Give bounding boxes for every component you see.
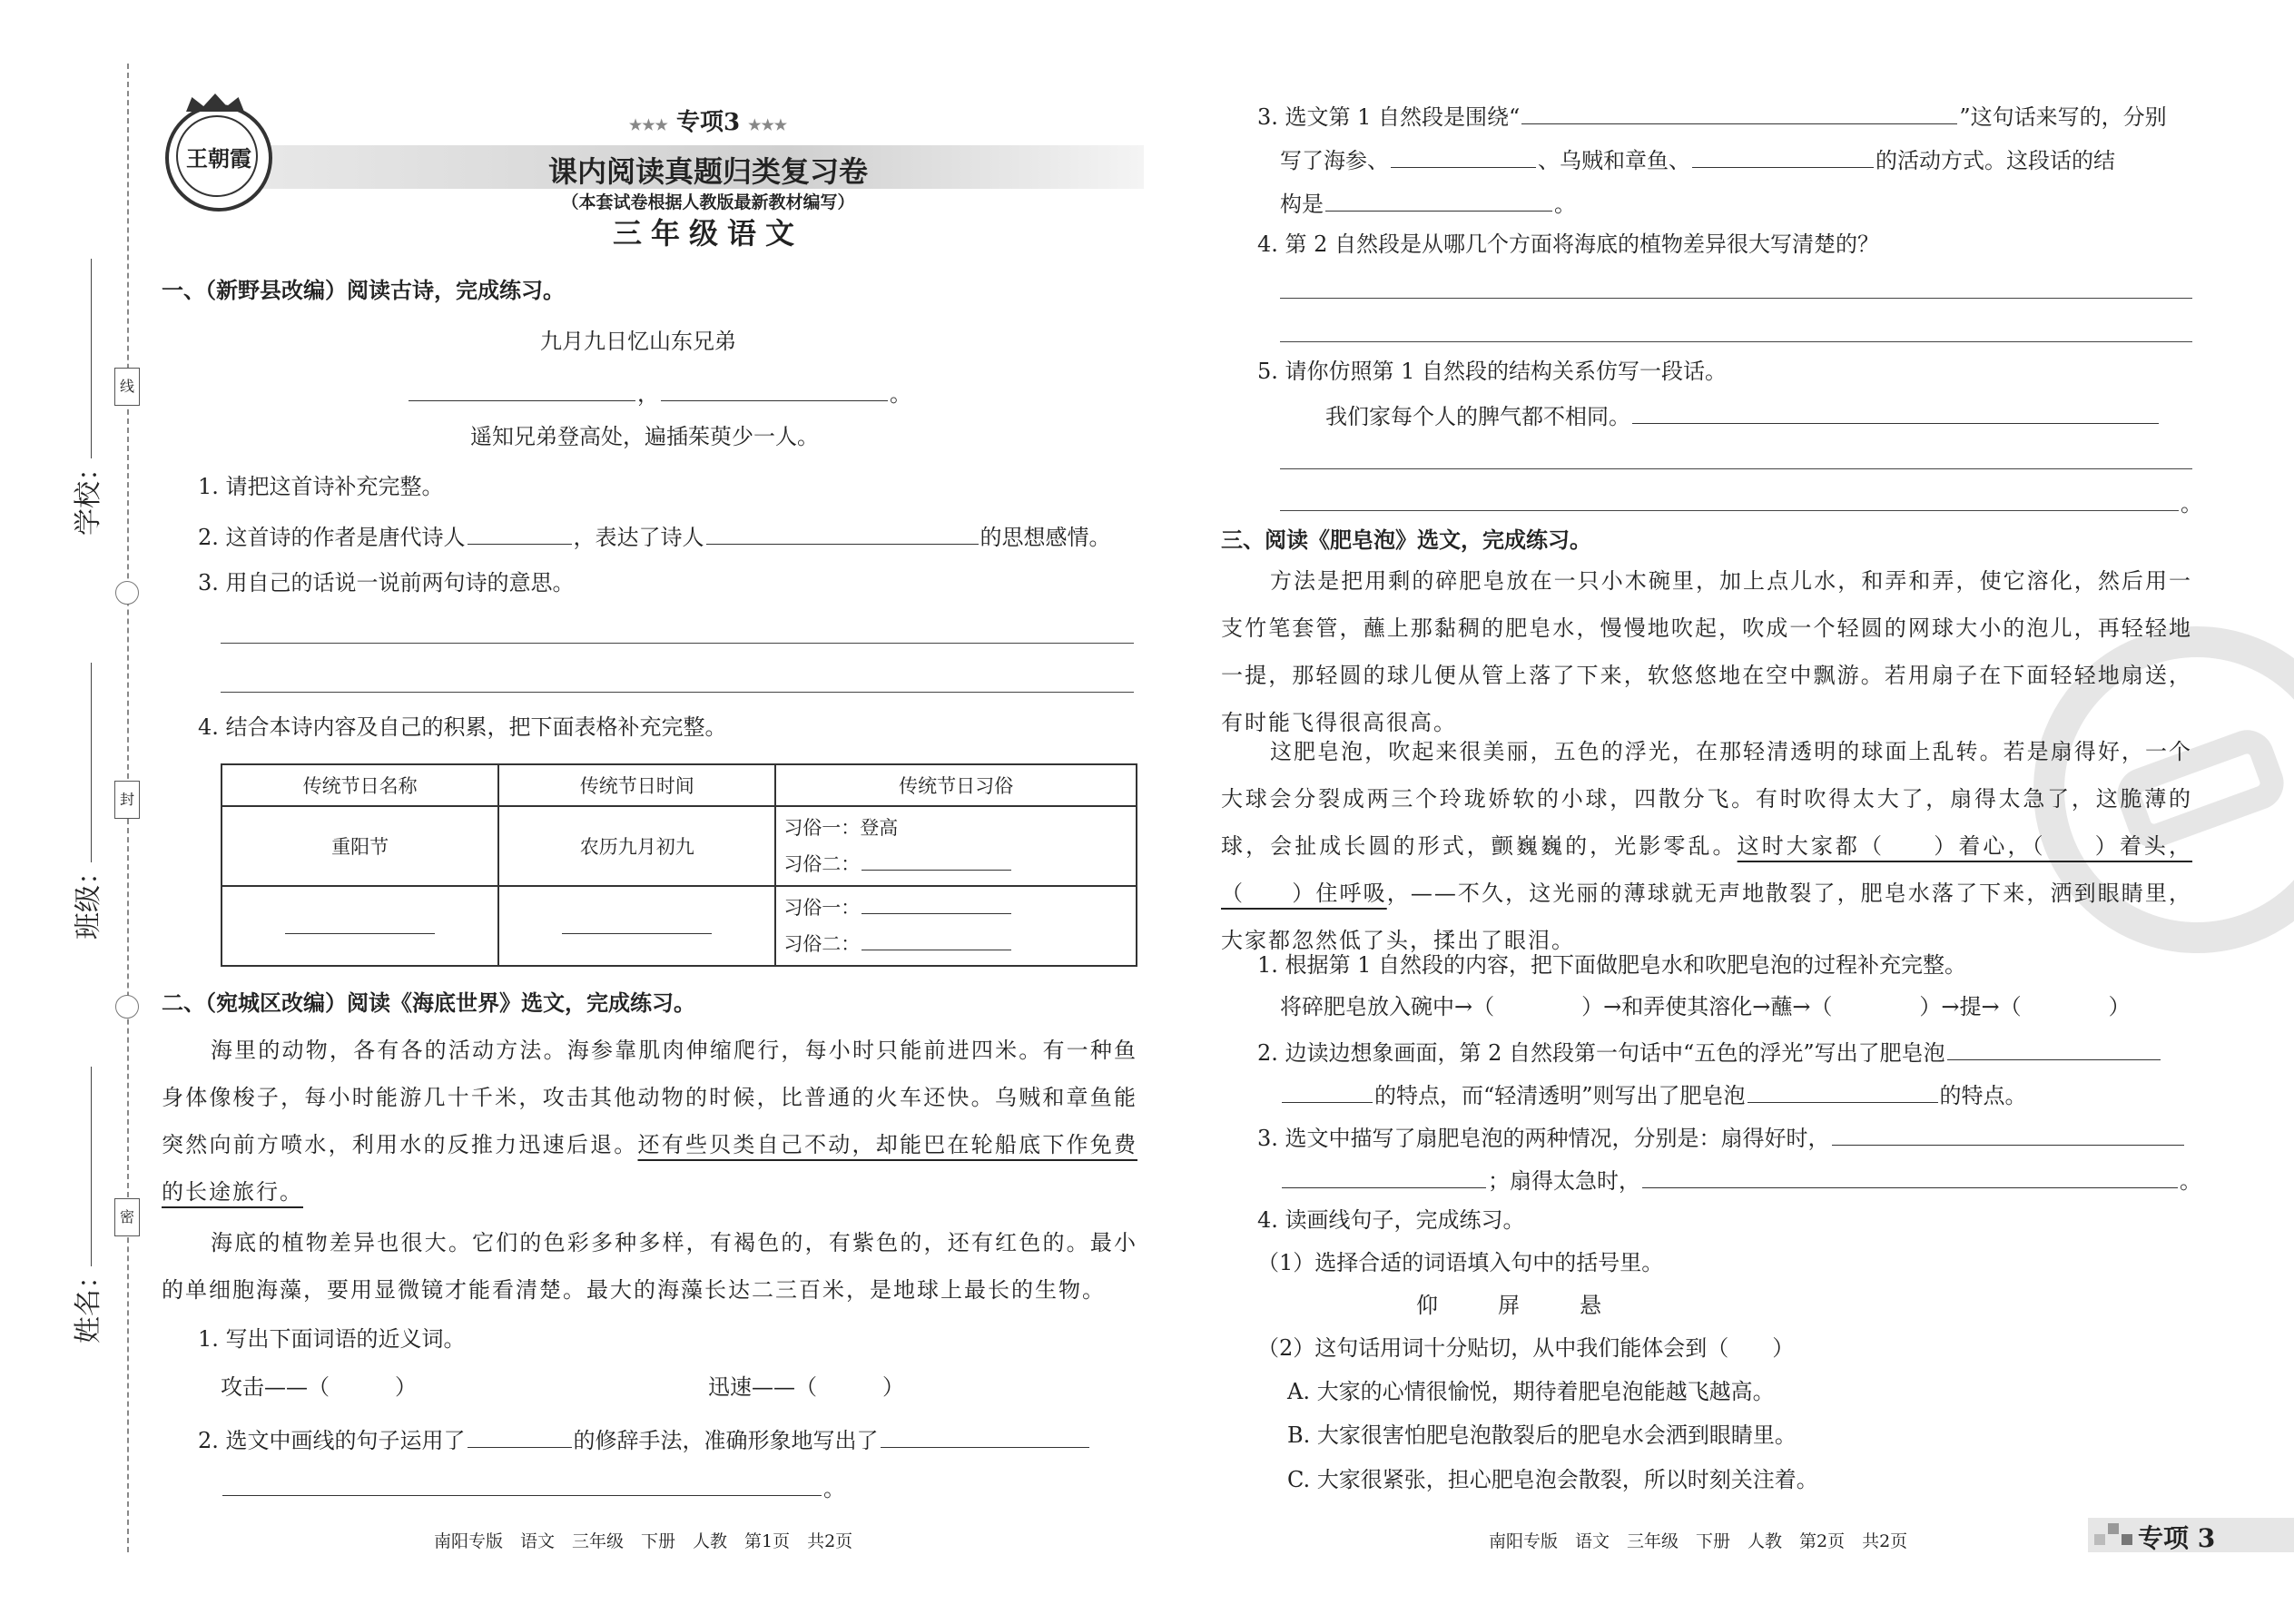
s1-q1: 1. 请把这首诗补充完整。 <box>198 474 444 499</box>
s1-q2-blank-1[interactable] <box>468 520 572 545</box>
s3-q2-a: 2. 边读边想象画面，第 2 自然段第一句话中“五色的浮光”写出了肥皂泡 <box>1257 1040 1945 1066</box>
footer-tab-square <box>2122 1534 2132 1545</box>
s2-q5: 5. 请你仿照第 1 自然段的结构关系仿写一段话。 <box>1257 359 1728 384</box>
s2-q4-answer-line[interactable] <box>1280 298 2192 299</box>
s2-q3-blank-3[interactable] <box>1692 143 1874 168</box>
s2-q3-c: 写了海参、 <box>1280 148 1389 173</box>
s3-para1: 方法是把用剩的碎肥皂放在一只小木碗里，加上点儿水，和弄和弄，使它溶化，然后用一支竹笔套管，蘸上那黏稠的肥皂水，慢慢地吹起，吹成一个轻圆的网球大小的泡儿，再轻轻地一提，那轻圆的球儿便从管上落了下来，软悠悠地在空中飘游。若用扇子在下面轻轻地扇送，有时能飞得很高很高。 <box>1221 568 2192 735</box>
s3-q3 <box>1257 1121 2186 1152</box>
s1-q3-answer-line[interactable] <box>221 692 1134 693</box>
table-header: 传统节日时间 <box>498 764 775 806</box>
festival-table <box>221 763 1137 967</box>
s1-q2-a: 2. 这首诗的作者是唐代诗人 <box>198 525 466 550</box>
s2-q2 <box>198 1423 1091 1454</box>
series-text: 专项3 <box>675 109 741 136</box>
s2-q5-end: 。 <box>2181 491 2202 517</box>
footer-right: 南阳专版 语文 三年级 下册 人教 第2页 共2页 <box>1489 1531 1908 1551</box>
s3-q2 <box>1257 1036 2162 1067</box>
festival-name-blank[interactable] <box>285 913 435 934</box>
seal-mi-mark: 密 <box>114 1198 140 1236</box>
poem-line2: 遥知兄弟登高处，遍插茱萸少一人。 <box>470 424 819 449</box>
festival-time-blank[interactable] <box>562 913 712 934</box>
section3-heading: 三、阅读《肥皂泡》选文，完成练习。 <box>1221 527 1591 553</box>
s2-q3-e: 的活动方式。这段话的结 <box>1876 148 2115 173</box>
crown-icon <box>186 94 244 112</box>
s3-para2-underlined: 这时大家都（ ）着心，（ ）着头，（ ）住呼吸 <box>1221 833 2193 906</box>
custom-2-label: 习俗二： <box>783 853 861 875</box>
page-subtitle: （本套试卷根据人教版最新教材编写） <box>561 192 855 212</box>
footer-tab-label: 专项 3 <box>2138 1523 2216 1553</box>
poem-blank-2[interactable] <box>661 377 888 401</box>
section1-heading: 一、（新野县改编）阅读古诗，完成练习。 <box>162 278 565 303</box>
s3-q2-blank-3[interactable] <box>1748 1078 1938 1103</box>
s2-q2-a: 2. 选文中画线的句子运用了 <box>198 1428 466 1453</box>
s3-q3-b: ；扇得太急时， <box>1488 1168 1640 1194</box>
school-label: 学校： <box>73 454 104 536</box>
option-c[interactable]: C. 大家很紧张，担心肥皂泡会散裂，所以时刻关注着。 <box>1287 1467 1818 1492</box>
binding-hole <box>115 581 139 605</box>
s3-q3-a: 3. 选文中描写了扇肥皂泡的两种情况，分别是：扇得好时， <box>1257 1126 1830 1151</box>
star-icon: ★★★ <box>748 116 788 133</box>
s3-para2-text-2: ，——不久，这光丽的薄球就无声地散裂了，肥皂水落了下来，洒到眼睛里，大家都忽然低了头，揉出了眼泪。 <box>1221 881 2192 953</box>
poem-blank-1[interactable] <box>409 377 635 401</box>
s3-q1-flow[interactable]: 将碎肥皂放入碗中→（ ）→和弄使其溶化→蘸→（ ）→提→（ ） <box>1280 994 2131 1019</box>
option-b[interactable]: B. 大家很害怕肥皂泡散裂后的肥皂水会洒到眼睛里。 <box>1287 1422 1797 1448</box>
s2-q1: 1. 写出下面词语的近义词。 <box>198 1326 466 1352</box>
s2-q5-answer-line[interactable] <box>1280 510 2179 511</box>
seal-feng-mark: 封 <box>114 781 140 819</box>
s1-q2-blank-2[interactable] <box>706 520 979 545</box>
s2-q3-d: 、乌贼和章鱼、 <box>1538 148 1690 173</box>
s2-q3-blank-2[interactable] <box>1391 143 1536 168</box>
s3-q4-2[interactable]: （2）这句话用词十分贴切，从中我们能体会到（ ） <box>1257 1335 1795 1361</box>
s3-para2 <box>1221 728 2192 964</box>
s3-q2-b: 的特点，而“轻清透明”则写出了肥皂泡 <box>1374 1083 1746 1108</box>
footer-tab-square <box>2094 1534 2105 1545</box>
s2-q5-start-text: 我们家每个人的脾气都不相同。 <box>1325 404 1630 429</box>
star-icon: ★★★ <box>628 116 668 133</box>
name-label: 姓名： <box>73 1262 104 1343</box>
s1-q3-answer-line[interactable] <box>221 643 1134 644</box>
custom-2-blank[interactable] <box>861 930 1011 950</box>
s2-q2-b: 的修辞手法，准确形象地写出了 <box>573 1428 879 1453</box>
s2-q5-start <box>1325 399 2161 430</box>
s2-q3-blank-1[interactable] <box>1521 100 1957 124</box>
seal-line-mark: 线 <box>114 368 140 406</box>
s2-q1-word1[interactable]: 攻击——（ ） <box>221 1374 417 1400</box>
s2-q2-end: 。 <box>823 1476 845 1501</box>
school-field[interactable] <box>91 259 92 458</box>
table-cell: 农历九月初九 <box>498 806 775 886</box>
s2-q2-cont <box>221 1471 845 1502</box>
class-field[interactable] <box>91 663 92 862</box>
s2-q2-blank-3[interactable] <box>222 1471 822 1496</box>
brand-logo-text: 王朝霞 <box>186 145 251 172</box>
s2-q5-blank-1[interactable] <box>1632 399 2159 424</box>
section2-heading: 二、（宛城区改编）阅读《海底世界》选文，完成练习。 <box>162 990 695 1016</box>
poem-line1-sep: ， <box>637 381 659 407</box>
s1-q2 <box>198 520 1111 551</box>
s2-q3-f: 构是 <box>1280 192 1324 217</box>
class-label: 班级： <box>73 858 104 940</box>
custom-2-blank[interactable] <box>861 850 1011 871</box>
binding-hole <box>115 995 139 1019</box>
footer-left: 南阳专版 语文 三年级 下册 人教 第1页 共2页 <box>434 1531 853 1551</box>
s2-q1-word2[interactable]: 迅速——（ ） <box>708 1374 904 1400</box>
footer-tab-square <box>2108 1523 2119 1534</box>
s2-q3-line3 <box>1280 187 1576 218</box>
s3-q4-words: 仰 屏 悬 <box>1416 1293 1607 1318</box>
s2-para1 <box>162 1027 1137 1216</box>
s3-q4-1: （1）选择合适的词语填入句中的括号里。 <box>1257 1250 1664 1275</box>
s2-q2-blank-1[interactable] <box>468 1423 572 1448</box>
poem-line1-end: 。 <box>890 381 911 407</box>
s3-q2-blank-1[interactable] <box>1947 1036 2161 1060</box>
grade-subject: 三年级语文 <box>612 216 803 251</box>
s2-q3-end: 。 <box>1554 192 1576 217</box>
table-cell-customs <box>775 806 1137 886</box>
s2-q4-answer-line[interactable] <box>1280 341 2192 342</box>
table-cell-customs <box>775 886 1137 966</box>
custom-1: 习俗一：登高 <box>783 817 899 839</box>
custom-2-label: 习俗二： <box>783 933 861 955</box>
s2-q5-answer-line[interactable] <box>1280 468 2192 469</box>
s1-q2-c: 的思想感情。 <box>980 525 1111 550</box>
s2-q4: 4. 第 2 自然段是从哪几个方面将海底的植物差异很大写清楚的？ <box>1257 231 1880 257</box>
s2-q2-blank-2[interactable] <box>881 1423 1089 1448</box>
s3-q2-c: 的特点。 <box>1939 1083 2027 1108</box>
s2-q3-a: 3. 选文第 1 自然段是围绕“ <box>1257 104 1521 130</box>
series-label <box>608 109 808 139</box>
table-cell-blank[interactable] <box>222 886 498 966</box>
s3-para2-text: 这肥皂泡，吹起来很美丽，五色的浮光，在那轻清透明的球面上乱转。若是扇得好，一个大球会分裂成两三个玲珑娇软的小球，四散分飞。有时吹得太大了，扇得太急了，这脆薄的球，会扯成长圆的形式，颤巍巍的，光影零乱。 <box>1221 739 2192 859</box>
option-a[interactable]: A. 大家的心情很愉悦，期待着肥皂泡能越飞越高。 <box>1287 1379 1775 1404</box>
s2-q3-b: ”这句话来写的，分别 <box>1959 104 2167 130</box>
s3-q3-end: 。 <box>2180 1168 2201 1194</box>
s2-para1-text: 海里的动物，各有各的活动方法。海参靠肌肉伸缩爬行，每小时只能前进四米。有一种鱼身体像梭子，每小时能游几十千米，攻击其他动物的时候，比普通的火车还快。乌贼和章鱼能突然向前方喷水，利用水的反推力迅速后退。 <box>162 1038 1137 1157</box>
table-cell: 重阳节 <box>222 806 498 886</box>
s3-q3-blank-2[interactable] <box>1282 1164 1486 1188</box>
s3-q2-blank-2[interactable] <box>1282 1078 1373 1103</box>
table-header: 传统节日习俗 <box>775 764 1137 806</box>
poem-line1 <box>407 377 911 408</box>
s2-q3-line2 <box>1280 143 2115 174</box>
s1-q4: 4. 结合本诗内容及自己的积累，把下面表格补充完整。 <box>198 714 727 740</box>
s1-q2-b: ，表达了诗人 <box>573 525 704 550</box>
brand-logo <box>165 104 272 212</box>
s3-q3-blank-3[interactable] <box>1642 1164 2178 1188</box>
s1-q3: 3. 用自己的话说一说前两句诗的意思。 <box>198 570 575 595</box>
s2-para1-underlined: 还有些贝类自己不动，却能巴在轮船底下作免费的长途旅行。 <box>162 1132 1137 1205</box>
poem-title: 九月九日忆山东兄弟 <box>540 329 736 354</box>
s3-q3-cont <box>1280 1164 2201 1195</box>
s3-q1: 1. 根据第 1 自然段的内容，把下面做肥皂水和吹肥皂泡的过程补充完整。 <box>1257 952 1967 978</box>
table-cell-blank[interactable] <box>498 886 775 966</box>
s2-q3 <box>1257 100 2167 131</box>
table-header: 传统节日名称 <box>222 764 498 806</box>
s3-q4: 4. 读画线句子，完成练习。 <box>1257 1207 1525 1233</box>
s3-q2-cont <box>1280 1078 2027 1109</box>
custom-1-blank[interactable] <box>861 893 1011 914</box>
s2-para2: 海底的植物差异也很大。它们的色彩多种多样，有褐色的，有紫色的，还有红色的。最小的单细胞海藻，要用显微镜才能看清楚。最大的海藻长达二三百米，是地球上最长的生物。 <box>162 1230 1137 1303</box>
name-field[interactable] <box>91 1067 92 1266</box>
page-title: 课内阅读真题归类复习卷 <box>547 154 868 189</box>
s3-q3-blank-1[interactable] <box>1832 1121 2184 1146</box>
custom-1-label: 习俗一： <box>783 897 861 919</box>
s2-q3-blank-4[interactable] <box>1325 187 1552 212</box>
